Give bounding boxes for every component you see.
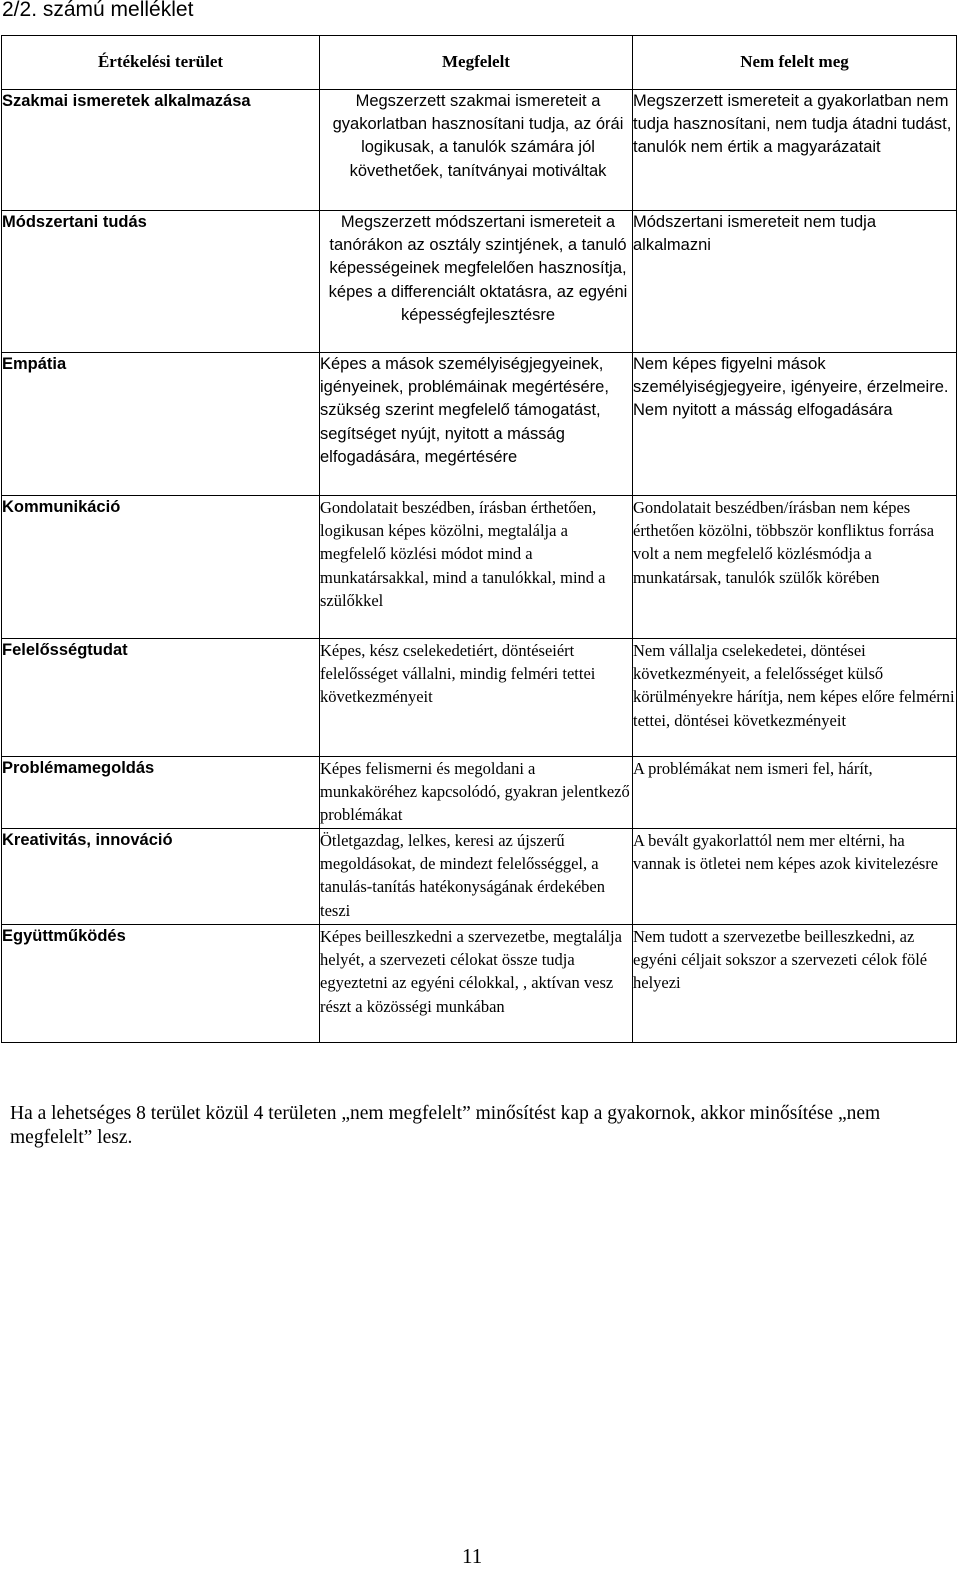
area-cell: Módszertani tudás — [2, 211, 320, 353]
nok-cell: A problémákat nem ismeri fel, hárít, — [633, 757, 957, 829]
ok-cell: Képes, kész cselekedetiért, döntéseiért felelősséget vállalni, mindig felméri tettei következményeit — [320, 639, 633, 757]
table-row — [2, 757, 957, 829]
table-row — [2, 90, 957, 211]
table-row — [2, 925, 957, 1043]
nok-cell: Nem vállalja cselekedetei, döntései következményeit, a felelősséget külső körülményekre hárítja, nem képes előre felmérni tettei, döntései következményeit — [633, 639, 957, 757]
area-cell: Kreativitás, innováció — [2, 829, 320, 925]
table-header-row — [2, 36, 957, 90]
ok-cell: Képes a mások személyiségjegyeinek, igényeinek, problémáinak megértésére, szükség szerint megfelelő támogatást, segítséget nyújt, nyitott a másság elfogadására, megértésére — [320, 353, 633, 496]
nok-cell: Gondolatait beszédben/írásban nem képes érthetően közölni, többször konfliktus forrása volt a nem megfelelő közlésmódja a munkatársak, tanulók szülők körében — [633, 496, 957, 639]
area-cell: Kommunikáció — [2, 496, 320, 639]
nok-cell: Nem képes figyelni mások személyiségjegyeire, igényeire, érzelmeire. Nem nyitott a másság elfogadására — [633, 353, 957, 496]
table-row — [2, 496, 957, 639]
evaluation-note: Ha a lehetséges 8 terület közül 4 területen „nem megfelelt” minősítést kap a gyakornok, akkor minősítése „nem megfelelt” lesz. — [10, 1103, 881, 1148]
nok-cell: Nem tudott a szervezetbe beilleszkedni, az egyéni céljait sokszor a szervezeti célok fölé helyezi — [633, 925, 957, 1043]
table-row — [2, 639, 957, 757]
table-row — [2, 353, 957, 496]
area-cell: Együttműködés — [2, 925, 320, 1043]
area-cell: Szakmai ismeretek alkalmazása — [2, 90, 320, 211]
ok-cell: Megszerzett szakmai ismereteit a gyakorlatban hasznosítani tudja, az órái logikusak, a tanulók számára jól követhetőek, tanítványai motiváltak — [320, 90, 633, 211]
annex-label: 2/2. számú melléklet — [2, 0, 194, 21]
table-row — [2, 211, 957, 353]
ok-cell: Ötletgazdag, lelkes, keresi az újszerű megoldásokat, de mindezt felelősséggel, a tanulás-tanítás hatékonyságának érdekében teszi — [320, 829, 633, 925]
header-nok: Nem felelt meg — [633, 36, 957, 90]
nok-cell: Megszerzett ismereteit a gyakorlatban nem tudja hasznosítani, nem tudja átadni tudást, tanulók nem értik a magyarázatait — [633, 90, 957, 211]
header-ok: Megfelelt — [320, 36, 633, 90]
area-cell: Empátia — [2, 353, 320, 496]
nok-cell: A bevált gyakorlattól nem mer eltérni, ha vannak is ötletei nem képes azok kivitelezésre — [633, 829, 957, 925]
ok-cell: Képes beilleszkedni a szervezetbe, megtalálja helyét, a szervezeti célokat össze tudja egyeztetni az egyéni célokkal, , aktívan vesz részt a közösségi munkában — [320, 925, 633, 1043]
area-cell: Felelősségtudat — [2, 639, 320, 757]
ok-cell: Megszerzett módszertani ismereteit a tanórákon az osztály szintjének, a tanuló képességeinek megfelelően hasznosítja, képes a differenciált oktatásra, az egyéni képességfejlesztésre — [320, 211, 633, 353]
area-cell: Problémamegoldás — [2, 757, 320, 829]
header-area: Értékelési terület — [2, 36, 320, 90]
evaluation-table — [1, 35, 957, 1043]
nok-cell: Módszertani ismereteit nem tudja alkalmazni — [633, 211, 957, 353]
ok-cell: Képes felismerni és megoldani a munkaköréhez kapcsolódó, gyakran jelentkező problémákat — [320, 757, 633, 829]
table-row — [2, 829, 957, 925]
page-number: 11 — [462, 1544, 483, 1568]
ok-cell: Gondolatait beszédben, írásban érthetően, logikusan képes közölni, megtalálja a megfelelő közlési módot mind a munkatársakkal, mind a tanulókkal, mind a szülőkkel — [320, 496, 633, 639]
